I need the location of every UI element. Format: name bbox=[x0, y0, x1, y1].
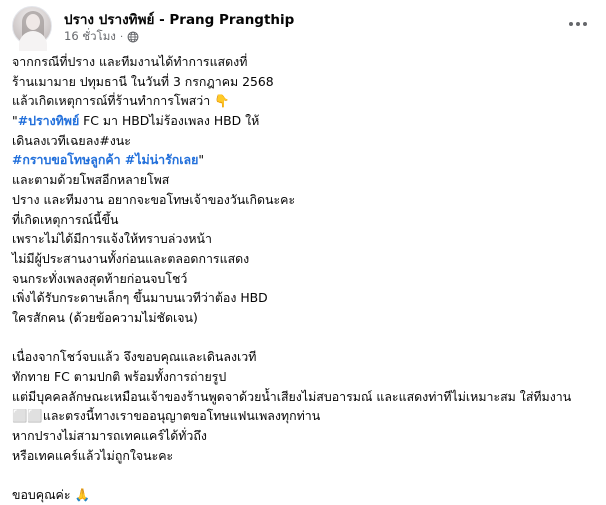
text-line bbox=[12, 190, 600, 210]
post-text: " bbox=[12, 113, 18, 129]
text-line bbox=[12, 170, 600, 190]
post-text: FC มา HBDไม่ร้องเพลง HBD ให้ bbox=[79, 113, 260, 129]
text-line bbox=[12, 249, 600, 269]
text-line bbox=[12, 269, 600, 289]
post-text: ร้านเมามาย ปทุมธานี ในวันที่ 3 กรกฎาคม 2568 bbox=[12, 73, 274, 89]
text-line bbox=[12, 387, 600, 407]
avatar-face bbox=[26, 14, 40, 30]
paragraph-gap bbox=[12, 328, 600, 348]
post-text: จากกรณีที่ปราง และทีมงานได้ทำการแสดงที่ bbox=[12, 54, 248, 69]
more-dot bbox=[583, 22, 587, 26]
text-line bbox=[12, 91, 600, 111]
post-text: ทักทาย FC ตามปกติ พร้อมทั้งการถ่ายรูป bbox=[12, 369, 227, 384]
post-text: เพิ่งได้รับกระดาษเล็กๆ ขึ้นมาบนเวทีว่าต้อง HBD bbox=[12, 290, 268, 306]
post-text: ไม่มีผู้ประสานงานทั้งก่อนและตลอดการแสดง bbox=[12, 250, 250, 266]
text-line bbox=[12, 485, 600, 505]
paragraph-3 bbox=[12, 485, 600, 505]
author-name[interactable]: ปราง ปรางทิพย์ - Prang Prangthip bbox=[64, 12, 295, 28]
paragraph-gap bbox=[12, 465, 600, 485]
text-line bbox=[12, 229, 600, 249]
paragraph-2 bbox=[12, 347, 600, 465]
post-time[interactable]: 16 ชั่วโมง bbox=[64, 29, 116, 43]
post-body bbox=[12, 52, 600, 505]
text-line bbox=[12, 288, 600, 308]
post-text: จนกระทั่งเพลงสุดท้ายก่อนจบโชว์ bbox=[12, 270, 188, 286]
text-line bbox=[12, 111, 600, 131]
text-line bbox=[12, 446, 600, 466]
more-dot bbox=[569, 22, 573, 26]
avatar-body bbox=[19, 31, 47, 51]
text-line bbox=[12, 367, 600, 387]
paragraph-1 bbox=[12, 52, 600, 328]
post-text: หรือเทคแคร์แล้วไม่ถูกใจนะคะ bbox=[12, 447, 174, 463]
post-text: ⬜⬜และตรงนี้ทางเราขออนุญาตขอโทษแฟนเพลงทุกท่าน bbox=[12, 408, 321, 424]
post-meta bbox=[64, 28, 139, 46]
post-text: ที่เกิดเหตุการณ์นี้ขึ้น bbox=[12, 211, 119, 227]
post-header bbox=[12, 6, 594, 46]
post-text: หากปรางไม่สามารถเทคแคร์ได้ทั่วถึง bbox=[12, 428, 207, 444]
post-text: ขอบคุณค่ะ 🙏 bbox=[12, 487, 90, 503]
text-line bbox=[12, 131, 600, 151]
hashtag-link[interactable]: #ปรางทิพย์ bbox=[17, 113, 80, 129]
text-line bbox=[12, 210, 600, 230]
text-line bbox=[12, 72, 600, 92]
more-dot bbox=[576, 22, 580, 26]
author-avatar[interactable] bbox=[12, 6, 52, 46]
post-text: ปราง และทีมงาน อยากจะขอโทษเจ้าของวันเกิดนะคะ bbox=[12, 191, 296, 207]
meta-separator: · bbox=[119, 31, 124, 43]
text-line bbox=[12, 406, 600, 426]
post-text: แต่มีบุคคลลักษณะเหมือนเจ้าของร้านพูดจาด้วยน้ำเสียงไม่สบอารมณ์ และแสดงท่าทีไม่เหมาะสม ใส่ทีมงาน bbox=[12, 388, 572, 404]
text-line bbox=[12, 347, 600, 367]
globe-icon[interactable] bbox=[127, 31, 139, 43]
post-text: เพราะไม่ได้มีการแจ้งให้ทราบล่วงหน้า bbox=[12, 231, 212, 247]
text-line bbox=[12, 52, 600, 72]
text-line bbox=[12, 426, 600, 446]
post-text: ใครสักคน (ด้วยข้อความไม่ชัดเจน) bbox=[12, 309, 198, 325]
post-text: แล้วเกิดเหตุการณ์ที่ร้านทำการโพสว่า 👇 bbox=[12, 93, 230, 109]
hashtag-link[interactable]: #กราบขอโทษลูกค้า #ไม่น่ารักเลย bbox=[12, 152, 199, 168]
text-line bbox=[12, 150, 600, 170]
post-text: เนื่องจากโชว์จบแล้ว จึงขอบคุณและเดินลงเวที bbox=[12, 349, 257, 365]
text-line bbox=[12, 308, 600, 328]
post-text: " bbox=[198, 152, 205, 168]
post-text: เดินลงเวทีเฉยลง#งนะ bbox=[12, 132, 131, 148]
more-options-icon[interactable] bbox=[564, 12, 592, 36]
post-text: และตามด้วยโพสอีกหลายโพส bbox=[12, 172, 170, 188]
